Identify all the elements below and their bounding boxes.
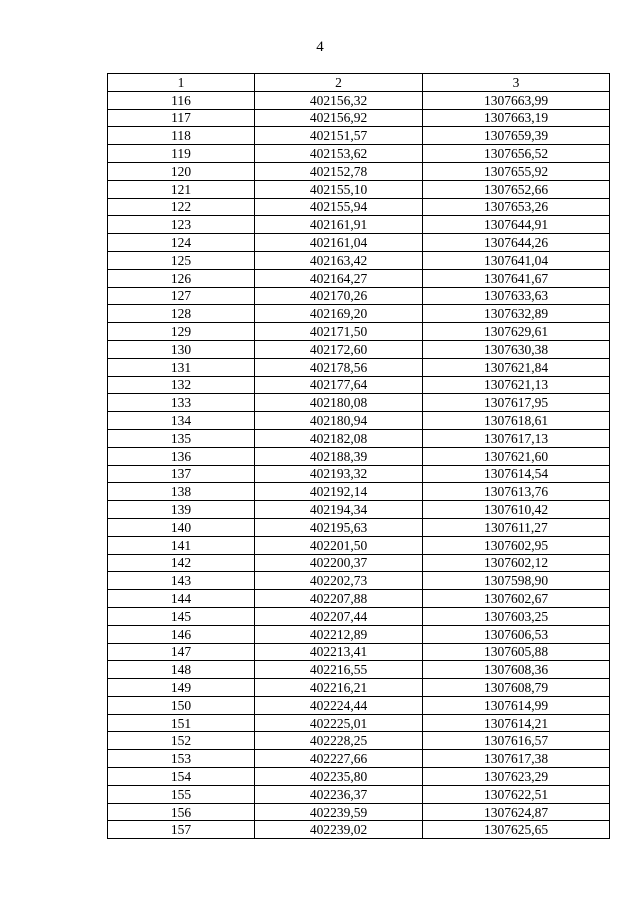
table-cell-col-1: 142 <box>108 554 255 572</box>
table-cell-col-1: 141 <box>108 536 255 554</box>
table-cell-col-1: 156 <box>108 803 255 821</box>
table-cell-col-2: 402194,34 <box>255 501 423 519</box>
table-cell-col-1: 146 <box>108 625 255 643</box>
table-cell-col-3: 1307613,76 <box>423 483 610 501</box>
table-cell-col-1: 152 <box>108 732 255 750</box>
table-row <box>108 750 610 768</box>
table-cell-col-2: 402152,78 <box>255 162 423 180</box>
table-cell-col-3: 1307629,61 <box>423 323 610 341</box>
table-cell-col-1: 139 <box>108 501 255 519</box>
table-cell-col-3: 1307611,27 <box>423 518 610 536</box>
table-cell-col-3: 1307602,95 <box>423 536 610 554</box>
table-cell-col-1: 123 <box>108 216 255 234</box>
table-row <box>108 429 610 447</box>
table-cell-col-3: 1307605,88 <box>423 643 610 661</box>
table-row <box>108 180 610 198</box>
table-cell-col-2: 402195,63 <box>255 518 423 536</box>
table-cell-col-3: 1307655,92 <box>423 162 610 180</box>
table-cell-col-1: 130 <box>108 340 255 358</box>
table-cell-col-3: 1307624,87 <box>423 803 610 821</box>
table-row <box>108 358 610 376</box>
table-cell-col-1: 137 <box>108 465 255 483</box>
table-row <box>108 501 610 519</box>
table-cell-col-3: 1307602,67 <box>423 590 610 608</box>
table-row <box>108 234 610 252</box>
table-cell-col-1: 151 <box>108 714 255 732</box>
table-cell-col-2: 402180,08 <box>255 394 423 412</box>
table-cell-col-3: 1307625,65 <box>423 821 610 839</box>
table-cell-col-2: 402239,02 <box>255 821 423 839</box>
table-row <box>108 643 610 661</box>
table-row <box>108 483 610 501</box>
table-cell-col-2: 402171,50 <box>255 323 423 341</box>
table-cell-col-1: 118 <box>108 127 255 145</box>
table-cell-col-3: 1307633,63 <box>423 287 610 305</box>
table-cell-col-1: 128 <box>108 305 255 323</box>
table-cell-col-1: 135 <box>108 429 255 447</box>
table-cell-col-2: 402172,60 <box>255 340 423 358</box>
table-cell-col-1: 124 <box>108 234 255 252</box>
table-cell-col-3: 1307608,36 <box>423 661 610 679</box>
table-cell-col-2: 402161,91 <box>255 216 423 234</box>
table-cell-col-2: 402207,44 <box>255 607 423 625</box>
table-row <box>108 607 610 625</box>
header-row <box>108 74 610 92</box>
table-cell-col-2: 402156,32 <box>255 91 423 109</box>
table-cell-col-2: 402193,32 <box>255 465 423 483</box>
table-cell-col-2: 402153,62 <box>255 145 423 163</box>
table-cell-col-1: 125 <box>108 251 255 269</box>
table-cell-col-1: 140 <box>108 518 255 536</box>
table-row <box>108 696 610 714</box>
table-cell-col-1: 153 <box>108 750 255 768</box>
table-row <box>108 785 610 803</box>
table-cell-col-1: 116 <box>108 91 255 109</box>
table-cell-col-3: 1307618,61 <box>423 412 610 430</box>
table-cell-col-1: 136 <box>108 447 255 465</box>
table-cell-col-2: 402178,56 <box>255 358 423 376</box>
table-row <box>108 714 610 732</box>
table-row <box>108 590 610 608</box>
table-cell-col-1: 154 <box>108 768 255 786</box>
table-cell-col-3: 1307621,84 <box>423 358 610 376</box>
table-row <box>108 251 610 269</box>
table-row <box>108 198 610 216</box>
table-cell-col-2: 402225,01 <box>255 714 423 732</box>
table-row <box>108 145 610 163</box>
table-cell-col-3: 1307630,38 <box>423 340 610 358</box>
table-cell-col-3: 1307617,95 <box>423 394 610 412</box>
table-cell-col-2: 402227,66 <box>255 750 423 768</box>
table-cell-col-1: 150 <box>108 696 255 714</box>
table-cell-col-3: 1307603,25 <box>423 607 610 625</box>
table-cell-col-1: 147 <box>108 643 255 661</box>
table-row <box>108 447 610 465</box>
table-cell-col-1: 127 <box>108 287 255 305</box>
table-cell-col-1: 157 <box>108 821 255 839</box>
table-cell-col-3: 1307617,38 <box>423 750 610 768</box>
table-cell-col-1: 143 <box>108 572 255 590</box>
table-cell-col-1: 117 <box>108 109 255 127</box>
table-cell-col-3: 1307610,42 <box>423 501 610 519</box>
table-cell-col-2: 402224,44 <box>255 696 423 714</box>
table-cell-col-3: 1307663,99 <box>423 91 610 109</box>
table-cell-col-3: 1307641,67 <box>423 269 610 287</box>
table-cell-col-1: 155 <box>108 785 255 803</box>
table-row <box>108 768 610 786</box>
table-row <box>108 536 610 554</box>
table-row <box>108 162 610 180</box>
table-cell-col-3: 1307606,53 <box>423 625 610 643</box>
table-cell-col-1: 129 <box>108 323 255 341</box>
table-cell-col-1: 148 <box>108 661 255 679</box>
table-cell-col-1: 126 <box>108 269 255 287</box>
table-cell-col-2: 402182,08 <box>255 429 423 447</box>
table-cell-col-2: 402216,21 <box>255 679 423 697</box>
table-cell-col-2: 402163,42 <box>255 251 423 269</box>
table-cell-col-2: 402155,10 <box>255 180 423 198</box>
table-cell-col-3: 1307621,60 <box>423 447 610 465</box>
table-cell-col-3: 1307621,13 <box>423 376 610 394</box>
table-row <box>108 465 610 483</box>
table-cell-col-2: 402207,88 <box>255 590 423 608</box>
table-row <box>108 91 610 109</box>
table-cell-col-1: 133 <box>108 394 255 412</box>
table-cell-col-1: 119 <box>108 145 255 163</box>
table-row <box>108 554 610 572</box>
table-cell-col-2: 402161,04 <box>255 234 423 252</box>
table-cell-col-2: 402164,27 <box>255 269 423 287</box>
table-cell-col-1: 149 <box>108 679 255 697</box>
table-cell-col-1: 138 <box>108 483 255 501</box>
table-row <box>108 340 610 358</box>
table-cell-col-2: 402156,92 <box>255 109 423 127</box>
page-number: 4 <box>316 39 324 55</box>
table-row <box>108 269 610 287</box>
table-row <box>108 127 610 145</box>
table-cell-col-3: 1307663,19 <box>423 109 610 127</box>
table-cell-col-2: 402192,14 <box>255 483 423 501</box>
table-cell-col-3: 1307598,90 <box>423 572 610 590</box>
table-cell-col-2: 402236,37 <box>255 785 423 803</box>
table-row <box>108 518 610 536</box>
table-row <box>108 412 610 430</box>
table-cell-col-2: 402200,37 <box>255 554 423 572</box>
table-cell-col-3: 1307659,39 <box>423 127 610 145</box>
table-cell-col-2: 402180,94 <box>255 412 423 430</box>
table-cell-col-3: 1307641,04 <box>423 251 610 269</box>
table-row <box>108 376 610 394</box>
table-row <box>108 821 610 839</box>
table-cell-col-1: 131 <box>108 358 255 376</box>
table-row <box>108 803 610 821</box>
table-cell-col-2: 402169,20 <box>255 305 423 323</box>
table-body <box>108 91 610 838</box>
table-cell-col-2: 402155,94 <box>255 198 423 216</box>
table-cell-col-3: 1307653,26 <box>423 198 610 216</box>
table-cell-col-3: 1307644,91 <box>423 216 610 234</box>
table-row <box>108 679 610 697</box>
table-cell-col-3: 1307652,66 <box>423 180 610 198</box>
table-cell-col-1: 122 <box>108 198 255 216</box>
table-cell-col-3: 1307656,52 <box>423 145 610 163</box>
table-cell-col-2: 402212,89 <box>255 625 423 643</box>
table-cell-col-1: 132 <box>108 376 255 394</box>
table-cell-col-1: 120 <box>108 162 255 180</box>
table-row <box>108 661 610 679</box>
table-row <box>108 109 610 127</box>
table-cell-col-1: 134 <box>108 412 255 430</box>
table-cell-col-2: 402188,39 <box>255 447 423 465</box>
table-cell-col-3: 1307622,51 <box>423 785 610 803</box>
table-header <box>108 74 610 92</box>
column-header-2: 2 <box>255 74 423 92</box>
table-cell-col-1: 121 <box>108 180 255 198</box>
table-cell-col-3: 1307602,12 <box>423 554 610 572</box>
table-row <box>108 394 610 412</box>
table-cell-col-1: 144 <box>108 590 255 608</box>
table-cell-col-1: 145 <box>108 607 255 625</box>
table-cell-col-2: 402201,50 <box>255 536 423 554</box>
table-row <box>108 216 610 234</box>
table-cell-col-2: 402177,64 <box>255 376 423 394</box>
table-cell-col-2: 402228,25 <box>255 732 423 750</box>
table-row <box>108 572 610 590</box>
table-row <box>108 625 610 643</box>
table-cell-col-2: 402235,80 <box>255 768 423 786</box>
table-cell-col-2: 402202,73 <box>255 572 423 590</box>
table-cell-col-3: 1307616,57 <box>423 732 610 750</box>
table-cell-col-2: 402151,57 <box>255 127 423 145</box>
table-cell-col-2: 402170,26 <box>255 287 423 305</box>
table-cell-col-3: 1307632,89 <box>423 305 610 323</box>
table-row <box>108 305 610 323</box>
table-cell-col-3: 1307614,54 <box>423 465 610 483</box>
table-cell-col-3: 1307644,26 <box>423 234 610 252</box>
table-cell-col-2: 402216,55 <box>255 661 423 679</box>
table-cell-col-3: 1307608,79 <box>423 679 610 697</box>
table-cell-col-3: 1307617,13 <box>423 429 610 447</box>
table-cell-col-2: 402239,59 <box>255 803 423 821</box>
table-row <box>108 732 610 750</box>
table-row <box>108 287 610 305</box>
table-cell-col-2: 402213,41 <box>255 643 423 661</box>
column-header-1: 1 <box>108 74 255 92</box>
table-row <box>108 323 610 341</box>
column-header-3: 3 <box>423 74 610 92</box>
table-cell-col-3: 1307614,99 <box>423 696 610 714</box>
table-cell-col-3: 1307614,21 <box>423 714 610 732</box>
table-cell-col-3: 1307623,29 <box>423 768 610 786</box>
coordinates-table <box>107 73 610 839</box>
